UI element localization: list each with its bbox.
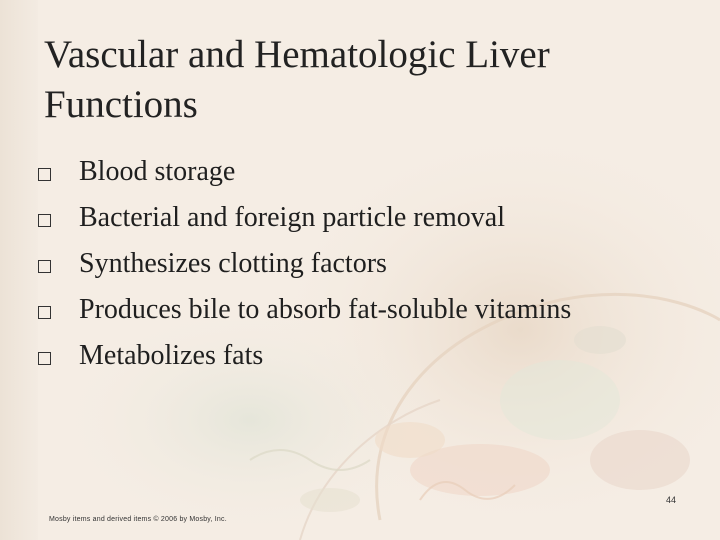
- bullet-list: [38, 149, 698, 379]
- square-bullet-icon: [38, 168, 51, 181]
- square-bullet-icon: [38, 214, 51, 227]
- list-item: [38, 149, 698, 195]
- bullet-text: Blood storage: [79, 156, 236, 187]
- bullet-text: Produces bile to absorb fat-soluble vitamins: [79, 294, 572, 325]
- copyright-footer: Mosby items and derived items © 2006 by Mosby, Inc.: [49, 516, 227, 523]
- slide-title: Vascular and Hematologic Liver Functions: [44, 33, 550, 126]
- bullet-text: Synthesizes clotting factors: [79, 248, 387, 279]
- list-item: [38, 287, 698, 333]
- square-bullet-icon: [38, 352, 51, 365]
- list-item: [38, 333, 698, 379]
- left-decorative-strip: [0, 0, 38, 540]
- square-bullet-icon: [38, 306, 51, 319]
- list-item: [38, 195, 698, 241]
- bullet-text: Bacterial and foreign particle removal: [79, 202, 506, 233]
- page-number: 44: [665, 495, 676, 505]
- list-item: [38, 241, 698, 287]
- bullet-text: Metabolizes fats: [79, 340, 264, 371]
- square-bullet-icon: [38, 260, 51, 273]
